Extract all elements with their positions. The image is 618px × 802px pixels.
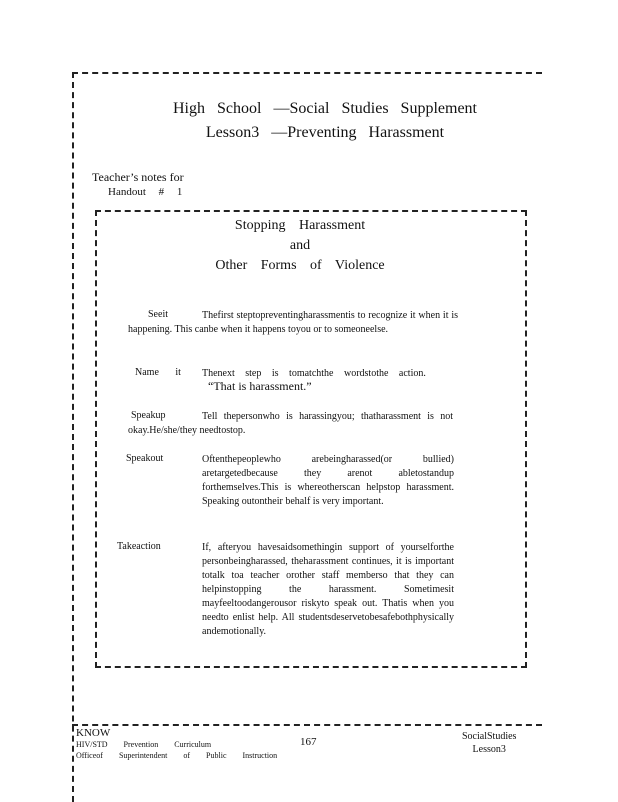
footer-curriculum: HIV/STD Prevention Curriculum <box>76 740 212 749</box>
handout-title: Stopping Harassment <box>234 218 366 233</box>
footer-subject: SocialStudies <box>462 731 517 742</box>
section-label-take-action: Takeaction <box>117 541 161 552</box>
footer-lesson: Lesson3 <box>472 744 506 755</box>
handout-title-conjunction: and <box>289 238 311 253</box>
teacher-notes-label <box>92 170 184 200</box>
section-text-name-it: Thenext step is tomatchthe wordstothe action. <box>202 368 426 379</box>
teacher-notes-line1: Teacher’s notes for <box>92 170 184 184</box>
section-label-see-it: Seeit <box>148 309 168 320</box>
section-label-speak-up: Speakup <box>131 410 166 421</box>
handout-subtitle: Other Forms of Violence <box>215 258 385 273</box>
document-subtitle: Lesson3 —Preventing Harassment <box>205 124 445 141</box>
section-text-take-action: If, afteryou havesaidsomethingin support of yourselforthe personbeingharassed, theharassment continues, it is important totalk toa teacher orother staff memberso that they can helpinstopping the harassment. Sometimesit mayfeeltoodangerousor riskyto speak out. Thatis when you needto enlist help. All studentsdeservetobesafebothphysically andemotionally. <box>202 542 454 637</box>
footer-left <box>76 728 277 761</box>
teacher-notes-line2: Handout # 1 <box>108 186 183 198</box>
footer-office: Officeof Superintendent of Public Instruction <box>76 751 278 760</box>
page-border-top <box>72 72 542 74</box>
document-title: High School —Social Studies Supplement <box>173 100 477 117</box>
section-text-speak-up: Tell thepersonwho is harassingyou; thatharassment is not okay.He/she/they needtostop. <box>128 411 453 436</box>
section-label-name-it: Name it <box>135 367 181 378</box>
footer-know: KNOW <box>76 727 111 739</box>
section-label-speak-out: Speakout <box>126 453 164 464</box>
page-border-left <box>72 72 74 802</box>
footer-right <box>462 730 516 756</box>
harassment-quote: “That is harassment.” <box>208 379 312 393</box>
page-number: 167 <box>300 736 317 748</box>
section-text-speak-out: Oftenthepeoplewho arebeingharassed(or bullied) aretargetedbecause they arenot abletostandup forthemselves.This is whereotherscan helpstop harassment. Speaking outontheir behalf is very important. <box>202 454 454 507</box>
page-border-bottom <box>72 724 542 726</box>
section-text-see-it: Thefirst steptopreventingharassmentis to recognize it when it is happening. This canbe when it happens toyou or to someoneelse. <box>128 310 458 335</box>
